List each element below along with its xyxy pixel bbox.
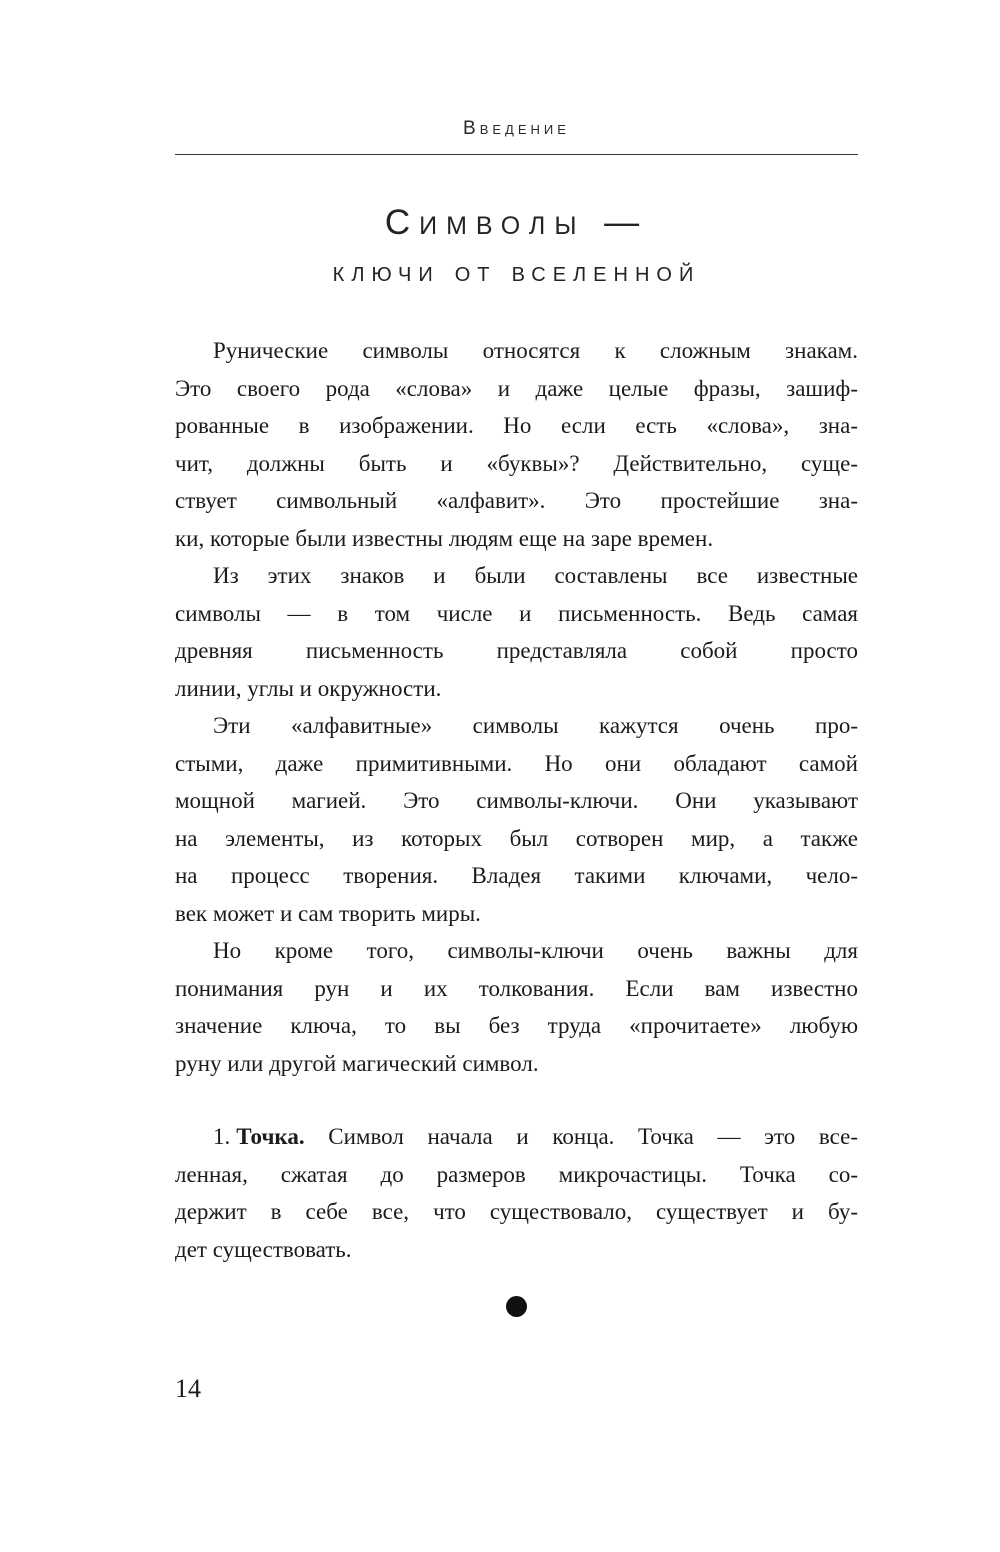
paragraph [175,557,858,707]
text-line: ленная, сжатая до размеров микрочастицы. Точка со- [175,1161,858,1187]
chapter-title-line-1: Символы — [384,203,649,242]
paragraph [175,332,858,557]
running-header: Введение [463,118,570,139]
header-rule [175,154,858,155]
text-line: держит в себе все, что существовало, существует и бу- [175,1199,858,1224]
text-line: ствует символьный «алфавит». Это простейшие зна- [175,488,858,513]
page-number: 14 [175,1374,201,1403]
chapter-title [175,201,858,294]
item-number: 1. [213,1124,231,1149]
point-symbol-wrapper [175,1296,858,1322]
text-line: Но кроме того, символы-ключи очень важны для [213,938,858,963]
text-line [175,1118,858,1156]
item-first-line-text: Символ начала и конца. Точка — это все- [304,1124,858,1149]
text-line: мощной магией. Это символы-ключи. Они указывают [175,788,858,813]
text-line: линии, углы и окружности. [175,675,442,701]
text-line: значение ключа, то вы без труда «прочитаете» любую [175,1013,858,1038]
text-line: Эти «алфавитные» символы кажутся очень про- [213,713,858,738]
item-term: Точка. [236,1124,305,1149]
paragraph [175,932,858,1082]
paragraph [175,707,858,932]
chapter-title-line-2: ключи от вселенной [332,256,701,288]
text-line: символы — в том числе и письменность. Ведь самая [175,600,858,626]
text-line: руну или другой магический символ. [175,1050,539,1076]
text-line: рованные в изображении. Но если есть «слова», зна- [175,413,858,438]
text-line: Рунические символы относятся к сложным знакам. [213,338,858,363]
text-line: стыми, даже примитивными. Но они обладают самой [175,750,858,776]
text-line: понимания рун и их толкования. Если вам известно [175,975,858,1001]
text-line: Это своего рода «слова» и даже целые фразы, зашиф- [175,375,858,401]
numbered-item [175,1118,858,1268]
text-line: ки, которые были известны людям еще на заре времен. [175,525,714,551]
text-line: век может и сам творить миры. [175,900,481,926]
point-symbol-icon [506,1296,527,1317]
text-line: чит, должны быть и «буквы»? Действительно, суще- [175,450,858,476]
text-line: на элементы, из которых был сотворен мир, а также [175,825,858,851]
body-text [175,332,858,1082]
text-line: на процесс творения. Владея такими ключами, чело- [175,863,858,888]
text-line: древняя письменность представляла собой просто [175,638,858,663]
text-line: дет существовать. [175,1236,352,1262]
text-line: Из этих знаков и были составлены все известные [213,563,858,588]
